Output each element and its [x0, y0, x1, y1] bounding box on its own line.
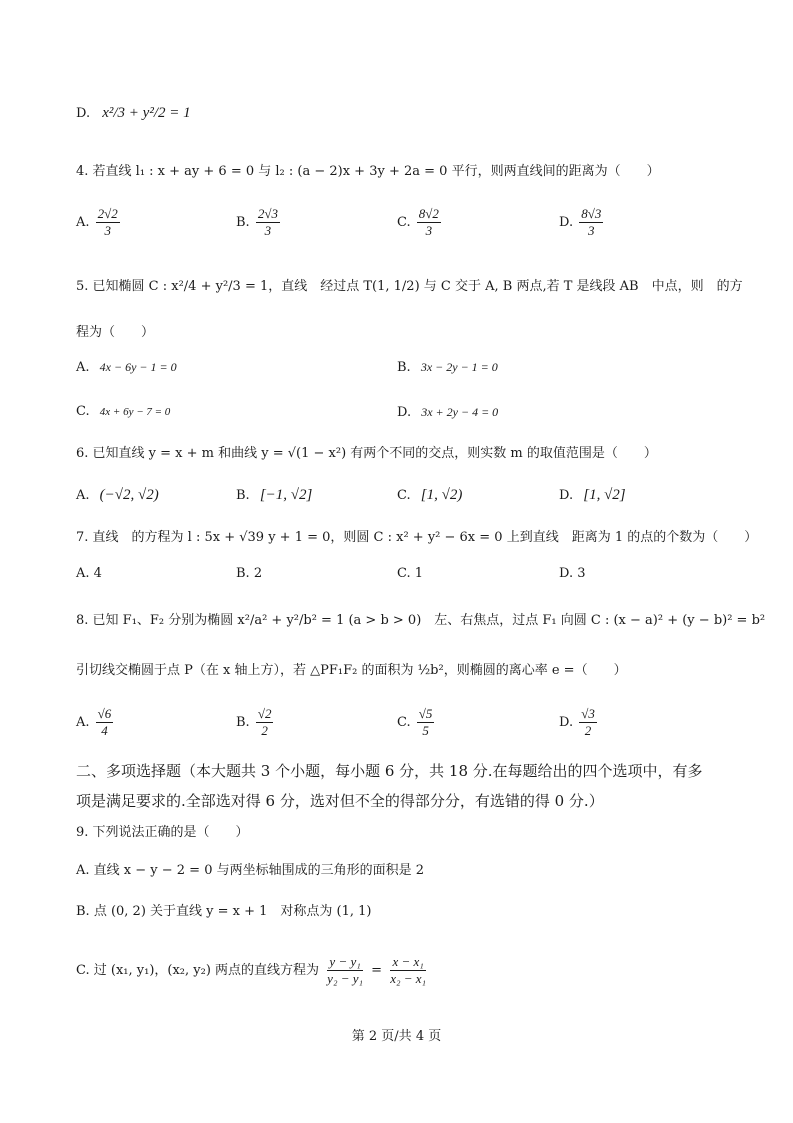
q9-option-b: B. 点 (0, 2) 关于直线 y = x + 1 对称点为 (1, 1): [76, 904, 372, 919]
question-8-line-1: 8. 已知 F₁、F₂ 分别为椭圆 x²/a² + y²/b² = 1 (a > b > 0) 左、右焦点，过点 F₁ 向圆 C : (x − a)² + (y − b)² = b²: [76, 613, 766, 628]
option-label: D.: [76, 106, 91, 121]
option-value: 1: [414, 566, 424, 581]
option-label: A.: [76, 715, 90, 730]
option-label: A.: [76, 488, 90, 503]
q6-option-b: [236, 486, 312, 505]
option-label: D.: [559, 215, 574, 230]
fraction-denominator: 2: [584, 723, 592, 738]
q8-option-d: [559, 706, 599, 739]
q8-option-a: [76, 706, 115, 739]
q4-option-c: [397, 206, 443, 239]
q6-option-d: [559, 486, 626, 505]
question-5-line-2: 程为（ ）: [76, 325, 155, 340]
option-label: B.: [236, 215, 250, 230]
fraction-numerator: 8√3: [581, 206, 602, 221]
fraction-numerator: y − y₁: [329, 954, 361, 969]
option-label: A.: [76, 566, 90, 581]
fraction-numerator: √3: [581, 706, 595, 721]
math-expression: [−1, √2]: [259, 487, 313, 503]
option-label: D.: [559, 488, 574, 503]
option-label: B.: [236, 715, 250, 730]
section-2-heading-line-1: 二、多项选择题（本大题共 3 个小题，每小题 6 分，共 18 分.在每题给出的四个选项中，有多: [76, 762, 703, 780]
page-footer: 第 2 页/共 4 页: [351, 1029, 442, 1044]
q6-option-a: [76, 486, 159, 505]
fraction-numerator: √2: [257, 706, 272, 721]
option-label: B.: [397, 360, 411, 375]
q7-option-a: [76, 565, 102, 583]
math-expression: [1, √2): [420, 487, 463, 503]
option-label: D.: [559, 715, 574, 730]
fraction-numerator: 8√2: [418, 206, 439, 221]
q7-option-d: [559, 565, 586, 583]
q4-option-d: [559, 206, 605, 239]
question-8-line-2: 引切线交椭圆于点 P（在 x 轴上方），若 △PF₁F₂ 的面积为 ½b²，则椭圆的离心率 e =（ ）: [76, 663, 627, 678]
math-expression: (−√2, √2): [99, 487, 159, 503]
math-expression: 3x + 2y − 4 = 0: [421, 405, 499, 419]
option-text: C. 过 (x₁, y₁)，(x₂, y₂) 两点的直线方程为: [76, 963, 320, 978]
option-label: A.: [76, 360, 90, 375]
q5-option-a: [76, 358, 177, 377]
question-7-text: 7. 直线 的方程为 l : 5x + √39 y + 1 = 0，则圆 C : x² + y² − 6x = 0 上到直线 距离为 1 的点的个数为（ ）: [76, 530, 758, 545]
math-expression: [1, √2]: [583, 487, 626, 503]
q8-option-b: [236, 706, 275, 739]
q9-option-c: [76, 954, 430, 987]
option-label: D.: [559, 566, 574, 581]
question-5-line-1: 5. 已知椭圆 C : x²/4 + y²/3 = 1，直线 经过点 T(1, 1/2) 与 C 交于 A, B 两点,若 T 是线段 AB 中点，则 的方: [76, 279, 743, 294]
q3-option-d: [76, 104, 191, 123]
option-label: C.: [76, 404, 90, 419]
q8-option-c: [397, 706, 436, 739]
q5-option-b: [397, 358, 498, 377]
option-label: B.: [236, 566, 250, 581]
fraction-denominator: y₂ − y₁: [327, 971, 364, 986]
math-expression: x²/3 + y²/2 = 1: [102, 105, 191, 121]
fraction-numerator: 2√2: [97, 206, 118, 221]
fraction-denominator: 4: [101, 723, 108, 738]
equals-sign: =: [371, 963, 383, 978]
option-label: B.: [236, 488, 250, 503]
fraction-denominator: 3: [588, 223, 595, 238]
option-label: C.: [397, 488, 411, 503]
question-6-text: 6. 已知直线 y = x + m 和曲线 y = √(1 − x²) 有两个不同的交点，则实数 m 的取值范围是（ ）: [76, 446, 657, 461]
q4-option-a: [76, 206, 122, 239]
fraction-denominator: 3: [104, 223, 111, 238]
q9-option-a: A. 直线 x − y − 2 = 0 与两坐标轴围成的三角形的面积是 2: [76, 863, 425, 878]
option-value: 3: [577, 566, 586, 581]
fraction-denominator: 3: [264, 223, 272, 238]
q6-option-c: [397, 486, 462, 505]
math-expression: 4x + 6y − 7 = 0: [99, 406, 171, 418]
math-expression: 3x − 2y − 1 = 0: [420, 360, 498, 374]
fraction-denominator: x₂ − x₁: [390, 971, 427, 986]
option-value: 2: [253, 566, 263, 581]
fraction-denominator: 3: [425, 223, 433, 238]
question-9-text: 9. 下列说法正确的是（ ）: [76, 825, 249, 840]
option-label: D.: [397, 405, 412, 420]
fraction-numerator: x − x₁: [392, 954, 424, 969]
q4-option-b: [236, 206, 282, 239]
fraction-denominator: 5: [422, 723, 429, 738]
q5-option-c: [76, 403, 170, 421]
math-expression: 4x − 6y − 1 = 0: [99, 360, 177, 374]
option-label: C.: [397, 715, 411, 730]
q7-option-c: [397, 565, 423, 583]
q7-option-b: [236, 565, 262, 583]
question-4-text: 4. 若直线 l₁ : x + ay + 6 = 0 与 l₂ : (a − 2)x + 3y + 2a = 0 平行，则两直线间的距离为（ ）: [76, 164, 660, 179]
fraction-denominator: 2: [261, 723, 268, 738]
option-label: C.: [397, 566, 411, 581]
q5-option-d: [397, 403, 498, 422]
fraction-numerator: 2√3: [257, 206, 278, 221]
option-label: A.: [76, 215, 90, 230]
section-2-heading-line-2: 项是满足要求的.全部选对得 6 分，选对但不全的得部分分，有选错的得 0 分.）: [76, 792, 604, 810]
fraction-numerator: √5: [418, 706, 433, 721]
option-value: 4: [93, 566, 102, 581]
option-label: C.: [397, 215, 411, 230]
fraction-numerator: √6: [97, 706, 112, 721]
